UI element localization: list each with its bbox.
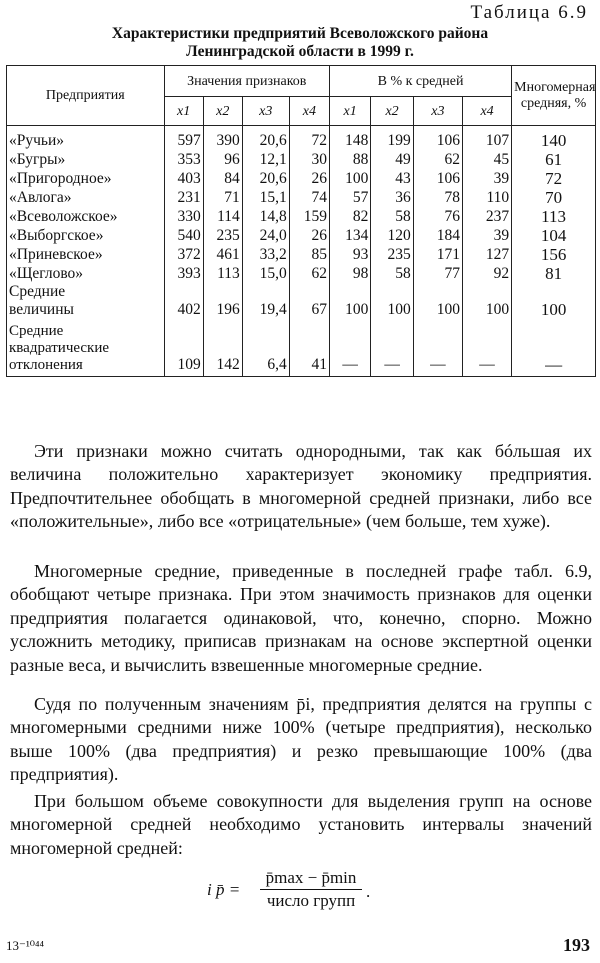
cell: 78 bbox=[413, 188, 462, 207]
header-values-group: Значения признаков bbox=[164, 66, 329, 97]
cell: 76 bbox=[413, 207, 462, 226]
cell-average: 156 bbox=[512, 245, 596, 264]
cell: 82 bbox=[329, 207, 370, 226]
cell: 36 bbox=[371, 188, 413, 207]
row-name: «Приневское» bbox=[7, 245, 165, 264]
header-x3: x3 bbox=[242, 97, 289, 126]
cell-average: 81 bbox=[512, 264, 596, 283]
cell: 353 bbox=[164, 150, 203, 169]
paragraph-3: Судя по полученным значениям p̄i, предприятия делятся на группы с многомерными средними ниже 100% (четыре предприятия), несколько выше 100% (два предприятия) и резко превышающие 100% (два предприятия). bbox=[10, 694, 592, 785]
cell: 20,6 bbox=[242, 169, 289, 188]
cell-average: 140 bbox=[512, 126, 596, 151]
table-label: Таблица 6.9 bbox=[470, 2, 588, 23]
cell: 26 bbox=[289, 169, 329, 188]
cell: 159 bbox=[289, 207, 329, 226]
interval-formula bbox=[0, 868, 600, 918]
cell: 171 bbox=[413, 245, 462, 264]
cell: 92 bbox=[462, 264, 511, 283]
cell: 142 bbox=[203, 319, 242, 377]
table-row bbox=[7, 169, 596, 188]
formula-denominator: число групп bbox=[266, 891, 356, 910]
row-name: Средние квадратические отклонения bbox=[7, 319, 165, 377]
cell: 67 bbox=[289, 283, 329, 319]
cell: 15,0 bbox=[242, 264, 289, 283]
header-pct-x3: x3 bbox=[413, 97, 462, 126]
cell-dash: — bbox=[413, 319, 462, 377]
cell: 74 bbox=[289, 188, 329, 207]
cell: 24,0 bbox=[242, 226, 289, 245]
cell: 96 bbox=[203, 150, 242, 169]
cell: 98 bbox=[329, 264, 370, 283]
table-row bbox=[7, 226, 596, 245]
paragraph-1: Эти признаки можно считать однородными, так как бóльшая их величина положительно характеризует экономику предприятия. Предпочтительнее обобщать в многомерной средней признаки, либо все «положительные», либо все «отрицательные» (чем больше, тем хуже). bbox=[10, 441, 592, 532]
formula-numerator: p̄max − p̄min bbox=[260, 868, 362, 890]
cell: 114 bbox=[203, 207, 242, 226]
cell: 393 bbox=[164, 264, 203, 283]
cell: 127 bbox=[462, 245, 511, 264]
header-pct-x2: x2 bbox=[371, 97, 413, 126]
cell: 120 bbox=[371, 226, 413, 245]
cell: 106 bbox=[413, 169, 462, 188]
cell-average: 104 bbox=[512, 226, 596, 245]
paragraph-2: Многомерные средние, приведенные в последней графе табл. 6.9, обобщают четыре признака. При этом значимость признаков для оценки предприятия полагается одинаковой, что, конечно, спорно. Можно усложнить методику, приписав признакам на основе экспертной оценки разные веса, и вычислить взвешенные многомерные средние. bbox=[10, 561, 592, 675]
table-row bbox=[7, 245, 596, 264]
cell: 39 bbox=[462, 169, 511, 188]
cell: 58 bbox=[371, 207, 413, 226]
cell: 71 bbox=[203, 188, 242, 207]
cell-average: 61 bbox=[512, 150, 596, 169]
row-name: «Пригородное» bbox=[7, 169, 165, 188]
paragraph-4: При большом объеме совокупности для выделения групп на основе многомерной средней необходимо установить интервалы значений многомерной средней: bbox=[10, 791, 592, 858]
cell: 72 bbox=[289, 126, 329, 151]
cell: 14,8 bbox=[242, 207, 289, 226]
cell: 100 bbox=[462, 283, 511, 319]
row-name: «Бугры» bbox=[7, 150, 165, 169]
header-enterprise: Предприятия bbox=[7, 66, 165, 126]
cell: 403 bbox=[164, 169, 203, 188]
cell: 148 bbox=[329, 126, 370, 151]
cell-average: 113 bbox=[512, 207, 596, 226]
table-row bbox=[7, 150, 596, 169]
table-row bbox=[7, 126, 596, 151]
cell-dash: — bbox=[462, 319, 511, 377]
row-name: «Щеглово» bbox=[7, 264, 165, 283]
cell: 88 bbox=[329, 150, 370, 169]
row-name: Средние величины bbox=[7, 283, 165, 319]
table-row-mean bbox=[7, 283, 596, 319]
cell: 184 bbox=[413, 226, 462, 245]
cell: 106 bbox=[413, 126, 462, 151]
formula-end: . bbox=[366, 882, 371, 901]
row-name: «Выборгское» bbox=[7, 226, 165, 245]
header-pct-x1: x1 bbox=[329, 97, 370, 126]
cell: 77 bbox=[413, 264, 462, 283]
header-x1: x1 bbox=[164, 97, 203, 126]
table-row bbox=[7, 264, 596, 283]
table-row bbox=[7, 188, 596, 207]
cell: 43 bbox=[371, 169, 413, 188]
cell: 540 bbox=[164, 226, 203, 245]
cell: 107 bbox=[462, 126, 511, 151]
header-percent-group: В % к средней bbox=[329, 66, 511, 97]
cell: 41 bbox=[289, 319, 329, 377]
page-number: 193 bbox=[563, 935, 590, 955]
cell: 84 bbox=[203, 169, 242, 188]
cell: 58 bbox=[371, 264, 413, 283]
cell: 402 bbox=[164, 283, 203, 319]
cell: 235 bbox=[203, 226, 242, 245]
row-name: «Всеволожское» bbox=[7, 207, 165, 226]
cell-dash: — bbox=[329, 319, 370, 377]
header-x4: x4 bbox=[289, 97, 329, 126]
cell: 109 bbox=[164, 319, 203, 377]
cell: 235 bbox=[371, 245, 413, 264]
cell: 57 bbox=[329, 188, 370, 207]
header-multi-average: Многомерная средняя, % bbox=[512, 66, 596, 126]
cell: 12,1 bbox=[242, 150, 289, 169]
header-x2: x2 bbox=[203, 97, 242, 126]
cell: 19,4 bbox=[242, 283, 289, 319]
page-code: 13⁻¹⁰⁴⁴ bbox=[6, 938, 45, 953]
enterprise-table bbox=[6, 65, 596, 377]
cell-average: 100 bbox=[512, 283, 596, 319]
cell: 231 bbox=[164, 188, 203, 207]
cell: 20,6 bbox=[242, 126, 289, 151]
row-name: «Авлога» bbox=[7, 188, 165, 207]
cell: 6,4 bbox=[242, 319, 289, 377]
cell: 26 bbox=[289, 226, 329, 245]
cell-dash: — bbox=[512, 319, 596, 377]
cell: 372 bbox=[164, 245, 203, 264]
cell: 33,2 bbox=[242, 245, 289, 264]
cell-dash: — bbox=[371, 319, 413, 377]
cell: 110 bbox=[462, 188, 511, 207]
cell: 461 bbox=[203, 245, 242, 264]
row-name: «Ручьи» bbox=[7, 126, 165, 151]
cell-average: 70 bbox=[512, 188, 596, 207]
cell: 15,1 bbox=[242, 188, 289, 207]
cell: 100 bbox=[371, 283, 413, 319]
cell: 62 bbox=[289, 264, 329, 283]
cell: 390 bbox=[203, 126, 242, 151]
table-title-line-2: Ленинградской области в 1999 г. bbox=[186, 43, 414, 60]
cell: 85 bbox=[289, 245, 329, 264]
formula-fraction bbox=[260, 868, 362, 911]
header-pct-x4: x4 bbox=[462, 97, 511, 126]
cell: 62 bbox=[413, 150, 462, 169]
table-title-line-1: Характеристики предприятий Всеволожского района bbox=[111, 25, 489, 42]
cell: 199 bbox=[371, 126, 413, 151]
cell: 113 bbox=[203, 264, 242, 283]
cell: 134 bbox=[329, 226, 370, 245]
cell: 597 bbox=[164, 126, 203, 151]
cell: 196 bbox=[203, 283, 242, 319]
cell: 100 bbox=[413, 283, 462, 319]
cell: 237 bbox=[462, 207, 511, 226]
cell: 100 bbox=[329, 169, 370, 188]
cell: 330 bbox=[164, 207, 203, 226]
cell-average: 72 bbox=[512, 169, 596, 188]
cell: 49 bbox=[371, 150, 413, 169]
cell: 93 bbox=[329, 245, 370, 264]
cell: 39 bbox=[462, 226, 511, 245]
cell: 45 bbox=[462, 150, 511, 169]
table-row bbox=[7, 207, 596, 226]
table-row-std bbox=[7, 319, 596, 377]
cell: 100 bbox=[329, 283, 370, 319]
formula-lhs: i p̄ = bbox=[207, 880, 241, 899]
cell: 30 bbox=[289, 150, 329, 169]
